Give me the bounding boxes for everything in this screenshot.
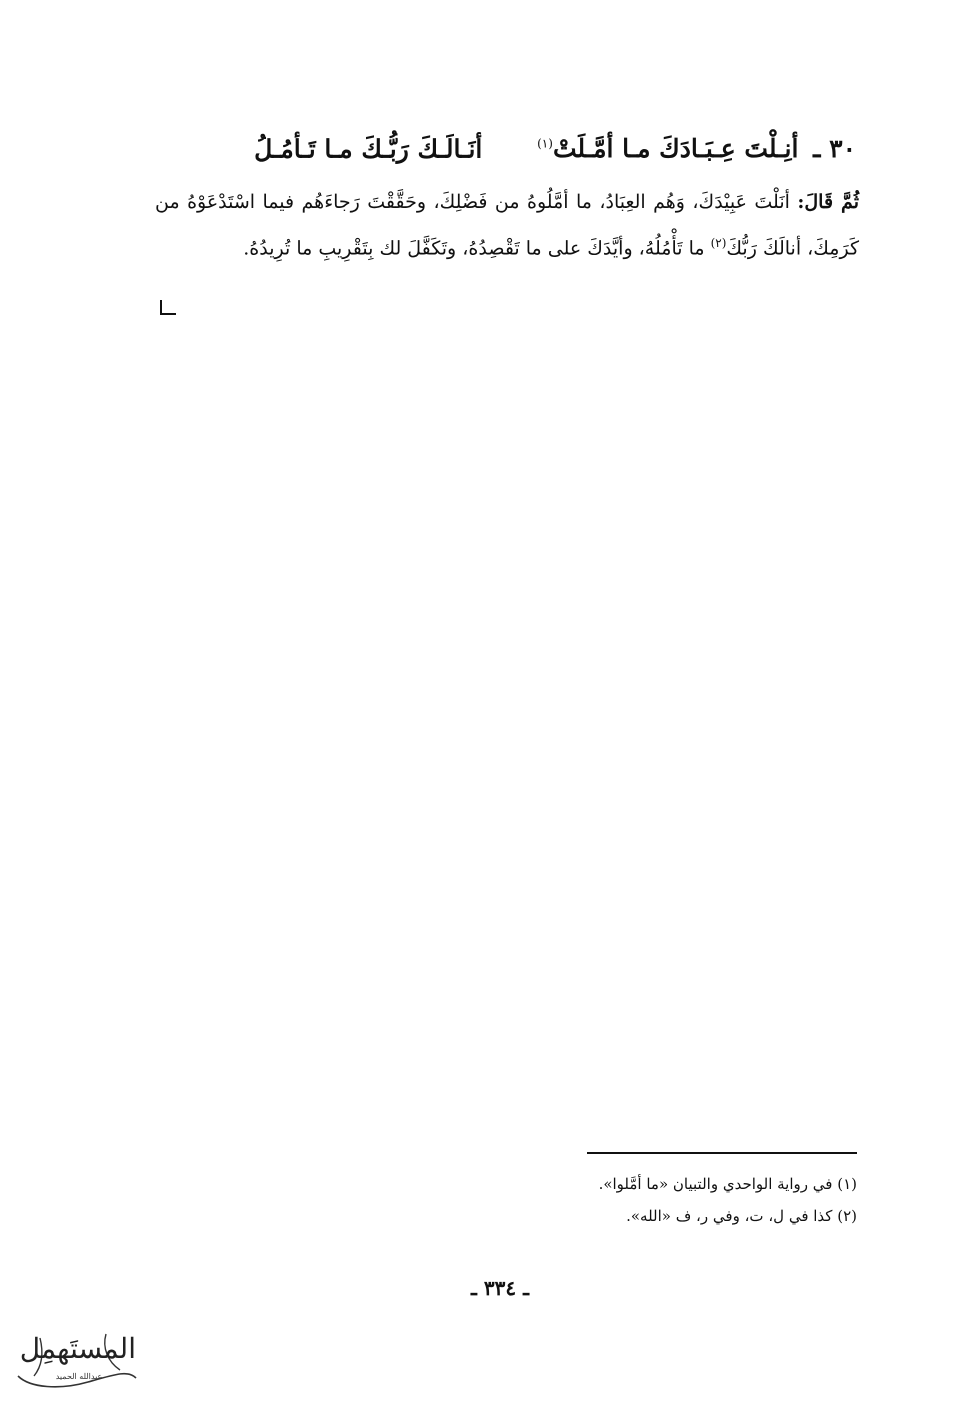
- page-number: ـ ٣٣٤ ـ: [471, 1276, 529, 1300]
- first-hemistich-text: أنِـلْتَ عِـبَـادَكَ مـا أمَّـلَتْ: [552, 134, 799, 164]
- library-stamp-logo: [10, 1326, 142, 1396]
- first-hemistich: [537, 134, 798, 163]
- section-end-mark: [160, 300, 176, 315]
- verse-number: ٣٠ ـ: [813, 134, 856, 164]
- commentary-lead: ثُمَّ قَالَ:: [797, 191, 859, 213]
- commentary-text-2: ما تَأْمُلُهُ، وأيَّدَكَ على ما تَقْصِدُهُ، وتَكَفَّلَ لك بِتَقْرِيبِ ما تُرِيدُهُ.: [243, 237, 705, 260]
- second-hemistich: أنَـالَـكَ رَبُّـكَ مـا تَـأمُـلُ: [254, 134, 483, 164]
- poem-verse: [126, 126, 856, 167]
- footnotes: [517, 1168, 857, 1232]
- stamp-sub-text: عبدالله الحميد: [55, 1372, 103, 1381]
- footnote-marker-1: (١): [537, 137, 553, 151]
- stamp-main-text: المستَهمِل: [19, 1332, 136, 1365]
- commentary-paragraph: [155, 182, 859, 269]
- footnote-marker-2: (٢): [710, 236, 727, 250]
- footnote-1: (١) في رواية الواحدي والتبيان «ما أمَّلوا».: [598, 1175, 857, 1193]
- commentary-text-1: أنَلْتَ عَبِيْدَكَ، وَهُم العِبَادُ، ما أمَّلُوهُ من فَضْلِكَ، وحَقَّقْتَ رَجاءَهُم فيما اسْتَدْعَوْهُ من كَرَمِكَ، أنالَكَ رَبُّكَ: [155, 191, 859, 260]
- footnote-separator: [587, 1152, 857, 1154]
- footnote-2: (٢) كذا في ل، ت، وفي ر، ف «الله».: [626, 1207, 857, 1225]
